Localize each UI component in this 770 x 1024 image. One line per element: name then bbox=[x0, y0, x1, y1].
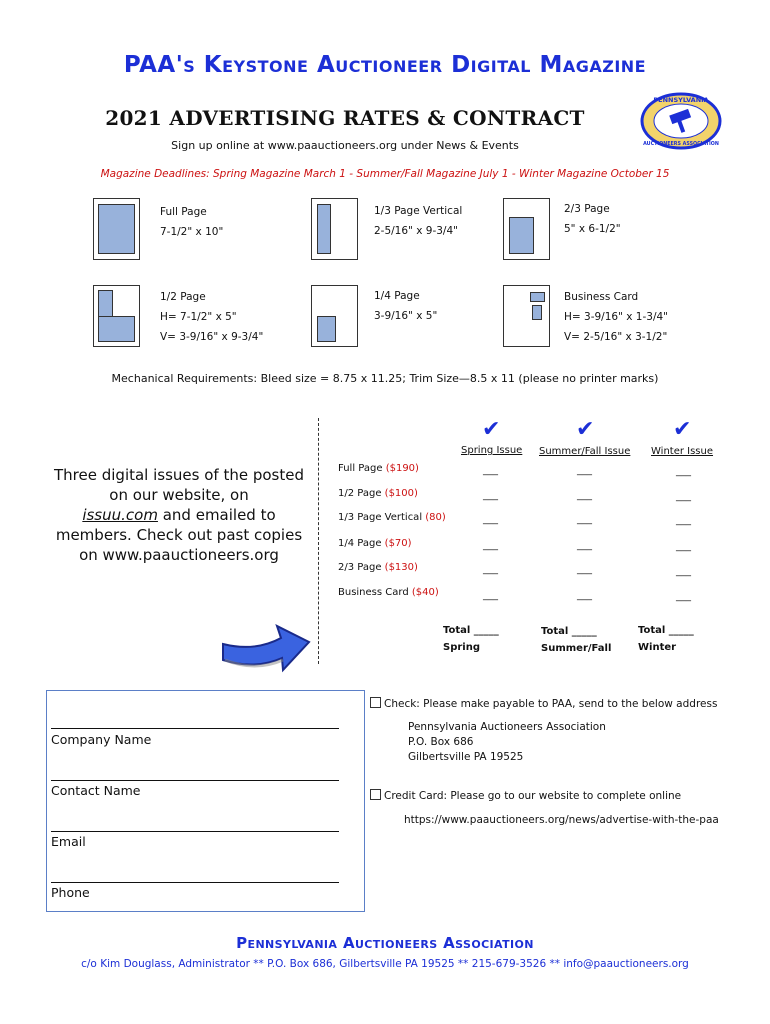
contact-name-line[interactable] bbox=[51, 780, 339, 781]
blank-summer-two-thirds[interactable]: ___ bbox=[577, 564, 592, 575]
issue-header-summer: Summer/Fall Issue bbox=[539, 446, 631, 457]
mailing-address: Pennsylvania Auctioneers Association P.O. Box 686 Gilbertsville PA 19525 bbox=[408, 721, 606, 763]
credit-card-checkbox[interactable] bbox=[370, 789, 381, 800]
rate-row-half-page: 1/2 Page ($100) bbox=[338, 488, 418, 499]
rate-row-business-card: Business Card ($40) bbox=[338, 587, 439, 598]
blank-spring-third[interactable]: ___ bbox=[483, 514, 498, 525]
blank-spring-business[interactable]: ___ bbox=[483, 590, 498, 601]
email-label: Email bbox=[51, 834, 86, 849]
blank-winter-half[interactable]: ___ bbox=[676, 491, 691, 502]
blank-spring-quarter[interactable]: ___ bbox=[483, 540, 498, 551]
email-line[interactable] bbox=[51, 831, 339, 832]
two-thirds-page-label: 2/3 Page 5" x 6-1/2" bbox=[564, 203, 621, 235]
blank-summer-business[interactable]: ___ bbox=[577, 590, 592, 601]
blank-winter-third[interactable]: ___ bbox=[676, 515, 691, 526]
credit-card-option: Credit Card: Please go to our website to complete online bbox=[370, 789, 681, 802]
two-thirds-page-thumbnail bbox=[503, 198, 550, 260]
total-winter[interactable]: Total _____ Winter bbox=[638, 625, 694, 653]
promo-text: Three digital issues of the posted on our website, on issuu.com and emailed to members. Check out past copies on www.paauctioneers.org bbox=[54, 466, 304, 564]
magazine-deadlines: Magazine Deadlines: Spring Magazine March 1 - Summer/Fall Magazine July 1 - Winter Magazine October 15 bbox=[100, 168, 670, 180]
paa-logo bbox=[640, 92, 722, 150]
rate-row-full-page: Full Page ($190) bbox=[338, 463, 419, 474]
blank-spring-full[interactable]: ___ bbox=[483, 465, 498, 476]
business-card-label: Business Card H= 3-9/16" x 1-3/4" V= 2-5/16" x 3-1/2" bbox=[564, 291, 668, 343]
footer-organization: Pennsylvania Auctioneers Association bbox=[236, 934, 534, 952]
contact-name-label: Contact Name bbox=[51, 783, 141, 798]
check-payment-option: Check: Please make payable to PAA, send to the below address bbox=[370, 697, 717, 710]
company-name-label: Company Name bbox=[51, 732, 152, 747]
third-page-vertical-thumbnail bbox=[311, 198, 358, 260]
rate-row-two-thirds-page: 2/3 Page ($130) bbox=[338, 562, 418, 573]
blank-spring-two-thirds[interactable]: ___ bbox=[483, 564, 498, 575]
quarter-page-label: 1/4 Page 3-9/16" x 5" bbox=[374, 290, 438, 322]
signup-text: Sign up online at www.paauctioneers.org under News & Events bbox=[171, 139, 519, 152]
blank-winter-full[interactable]: ___ bbox=[676, 466, 691, 477]
blank-winter-business[interactable]: ___ bbox=[676, 591, 691, 602]
issuu-link[interactable]: issuu.com bbox=[82, 506, 158, 524]
quarter-page-thumbnail bbox=[311, 285, 358, 347]
blank-summer-third[interactable]: ___ bbox=[577, 514, 592, 525]
arrow-icon bbox=[215, 620, 315, 680]
blank-summer-quarter[interactable]: ___ bbox=[577, 540, 592, 551]
logo-top-text: PENNSYLVANIA bbox=[653, 96, 709, 104]
blank-spring-half[interactable]: ___ bbox=[483, 490, 498, 501]
magazine-title: PAA's Keystone Auctioneer Digital Magazine bbox=[123, 52, 647, 78]
logo-bottom-text: AUCTIONEERS ASSOCIATION bbox=[643, 142, 719, 147]
phone-line[interactable] bbox=[51, 882, 339, 883]
blank-summer-half[interactable]: ___ bbox=[577, 490, 592, 501]
rate-row-quarter-page: 1/4 Page ($70) bbox=[338, 538, 412, 549]
blank-summer-full[interactable]: ___ bbox=[577, 465, 592, 476]
total-spring[interactable]: Total _____ Spring bbox=[443, 625, 499, 653]
half-page-thumbnail bbox=[93, 285, 140, 347]
half-page-label: 1/2 Page H= 7-1/2" x 5" V= 3-9/16" x 9-3/4" bbox=[160, 291, 264, 343]
issue-header-spring: Spring Issue bbox=[461, 445, 523, 456]
rate-row-third-page: 1/3 Page Vertical (80) bbox=[338, 512, 446, 523]
total-summer[interactable]: Total _____ Summer/Fall bbox=[541, 626, 612, 654]
issue-header-winter: Winter Issue bbox=[651, 446, 714, 457]
check-checkbox[interactable] bbox=[370, 697, 381, 708]
mechanical-requirements: Mechanical Requirements: Bleed size = 8.75 x 11.25; Trim Size—8.5 x 11 (please no printer marks) bbox=[111, 372, 659, 385]
contact-form bbox=[46, 690, 365, 912]
business-card-thumbnail bbox=[503, 285, 550, 347]
check-icon-summer: ✔ bbox=[576, 417, 595, 442]
phone-label: Phone bbox=[51, 885, 90, 900]
check-icon-winter: ✔ bbox=[673, 417, 692, 442]
full-page-label: Full Page 7-1/2" x 10" bbox=[160, 206, 224, 238]
third-page-vertical-label: 1/3 Page Vertical 2-5/16" x 9-3/4" bbox=[374, 205, 463, 237]
full-page-thumbnail bbox=[93, 198, 140, 260]
check-icon-spring: ✔ bbox=[482, 417, 501, 442]
blank-winter-quarter[interactable]: ___ bbox=[676, 541, 691, 552]
page-subtitle: 2021 ADVERTISING RATES & CONTRACT bbox=[105, 106, 585, 130]
divider-line bbox=[318, 418, 319, 664]
company-name-line[interactable] bbox=[51, 728, 339, 729]
advertise-url[interactable]: https://www.paauctioneers.org/news/advertise-with-the-paa bbox=[404, 814, 719, 826]
blank-winter-two-thirds[interactable]: ___ bbox=[676, 566, 691, 577]
footer-address: c/o Kim Douglass, Administrator ** P.O. Box 686, Gilbertsville PA 19525 ** 215-679-3526 ** info@paauctioneers.org bbox=[81, 958, 689, 970]
